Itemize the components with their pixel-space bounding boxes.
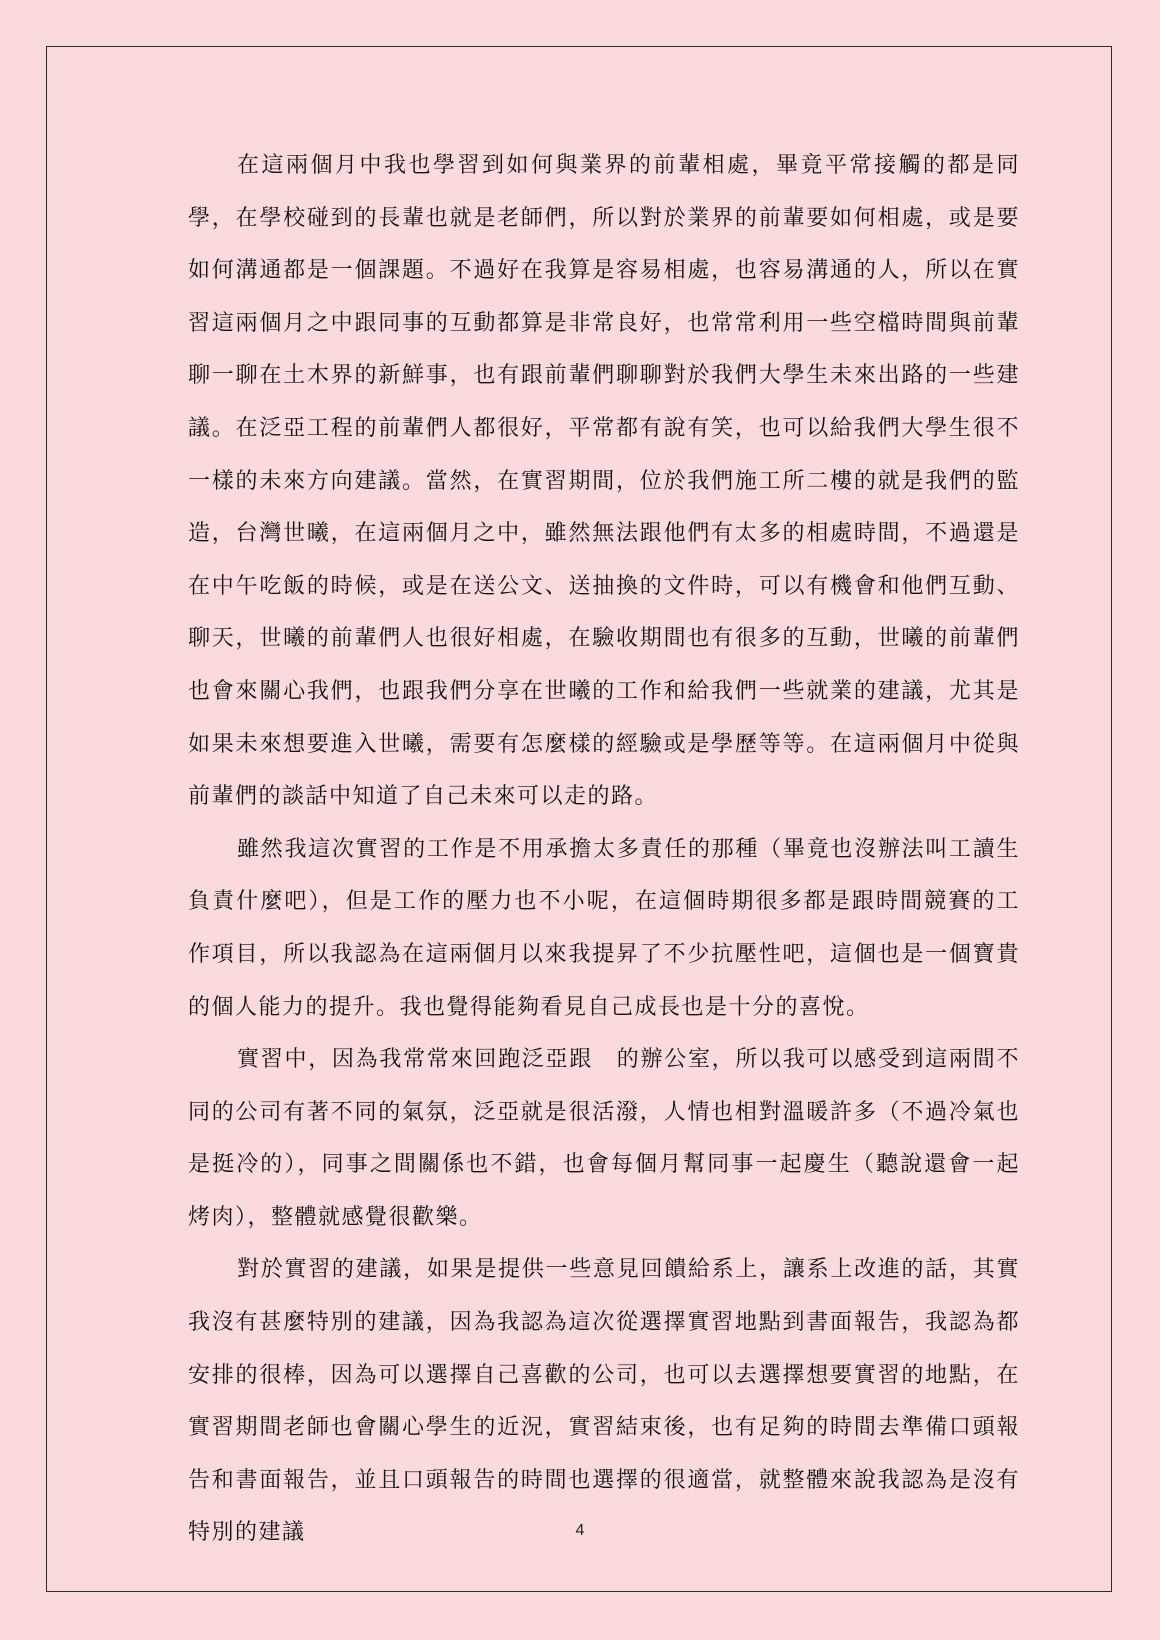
page-number: 4 xyxy=(575,1522,585,1539)
paragraph-office-atmosphere: 實習中，因為我常常來回跑泛亞跟 的辦公室，所以我可以感受到這兩間不同的公司有著不同的氣氛，泛亞就是很活潑，人情也相對溫暖許多（不過冷氣也是挺冷的），同事之間關係也不錯，也會每個月幫同事一起慶生（聽說還會一起烤肉），整體就感覺很歡樂。 xyxy=(188,1047,1020,1230)
paragraph-pressure: 雖然我這次實習的工作是不用承擔太多責任的那種（畢竟也沒辦法叫工讀生負責什麼吧），但是工作的壓力也不小呢，在這個時期很多都是跟時間競賽的工作項目，所以我認為在這兩個月以來我提昇了不少抗壓性吧，這個也是一個寶貴的個人能力的提升。我也覺得能夠看見自己成長也是十分的喜悅。 xyxy=(188,836,1020,1020)
paragraph-suggestions: 對於實習的建議，如果是提供一些意見回饋給系上，讓系上改進的話，其實我沒有甚麼特別的建議，因為我認為這次從選擇實習地點到書面報告，我認為都安排的很棒，因為可以選擇自己喜歡的公司，也可以去選擇想要實習的地點，在實習期間老師也會關心學生的近況，實習結束後，也有足夠的時間去準備口頭報告和書面報告，並且口頭報告的時間也選擇的很適當，就整體來說我認為是沒有特別的建議 xyxy=(188,1257,1020,1546)
document-body xyxy=(188,140,1020,1560)
paragraph-colleagues: 在這兩個月中我也學習到如何與業界的前輩相處，畢竟平常接觸的都是同學，在學校碰到的長輩也就是老師們，所以對於業界的前輩要如何相處，或是要如何溝通都是一個課題。不過好在我算是容易相處，也容易溝通的人，所以在實習這兩個月之中跟同事的互動都算是非常良好，也常常利用一些空檔時間與前輩聊一聊在土木界的新鮮事，也有跟前輩們聊聊對於我們大學生未來出路的一些建議。在泛亞工程的前輩們人都很好，平常都有說有笑，也可以給我們大學生很不一樣的未來方向建議。當然，在實習期間，位於我們施工所二樓的就是我們的監造，台灣世曦，在這兩個月之中，雖然無法跟他們有太多的相處時間，不過還是在中午吃飯的時候，或是在送公文、送抽換的文件時，可以有機會和他們互動、聊天，世曦的前輩們人也很好相處，在驗收期間也有很多的互動，世曦的前輩們也會來關心我們，也跟我們分享在世曦的工作和給我們一些就業的建議，尤其是如果未來想要進入世曦，需要有怎麼樣的經驗或是學歷等等。在這兩個月中從與前輩們的談話中知道了自己未來可以走的路。 xyxy=(188,153,1020,810)
